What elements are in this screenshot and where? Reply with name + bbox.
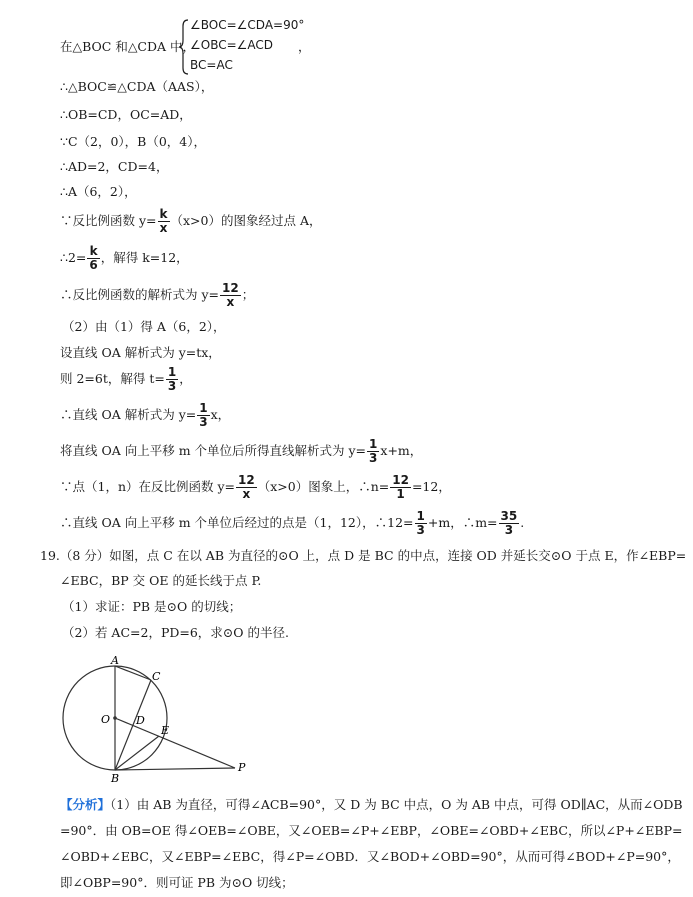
fraction: $\frac{k}{6}$ bbox=[89, 244, 98, 272]
solution-line: ∴直线 OA 解析式为 y= $\frac{1}{3}$ x， bbox=[60, 401, 231, 429]
solution-line: ∴△BOC≌△CDA（AAS）， bbox=[60, 79, 214, 94]
label-c: C bbox=[152, 670, 161, 683]
solution-line bbox=[60, 38, 195, 56]
fraction: $\frac{1}{3}$ bbox=[167, 365, 177, 393]
line-op bbox=[115, 718, 235, 768]
analysis-line: =90°．由 OB=OE 得∠OEB=∠OBE，又∠OEB=∠P+∠EBP，∠OBE=∠OBD+∠EBC，所以∠P+∠EBP= bbox=[60, 823, 683, 838]
solution-line: （2）由（1）得 A（6，2）， bbox=[62, 319, 226, 334]
solution-line: ∴OB=CD，OC=AD， bbox=[60, 107, 192, 122]
label-e: E bbox=[161, 724, 170, 737]
question-part-2: （2）若 AC=2，PD=6，求⊙O 的半径. bbox=[62, 625, 289, 640]
solution-line: ∵C（2，0），B（0，4）， bbox=[60, 134, 207, 149]
fraction: $\frac{1}{3}$ bbox=[369, 437, 378, 465]
label-b: B bbox=[111, 772, 120, 785]
fraction: $\frac{1}{3}$ bbox=[416, 509, 425, 537]
solution-line: ∴2= $\frac{k}{6}$ ，解得 k=12， bbox=[60, 244, 189, 272]
text: 在△BOC 和△CDA 中， bbox=[60, 39, 196, 54]
center-dot bbox=[113, 716, 117, 720]
fraction: $\frac{12}{x}$ bbox=[238, 473, 255, 501]
segment-bp bbox=[115, 768, 235, 770]
solution-line: ∵反比例函数 y= $\frac{k}{x}$ （x>0）的图象经过点 A， bbox=[60, 207, 322, 235]
label-p: P bbox=[238, 761, 246, 774]
solution-line: ∴AD=2，CD=4， bbox=[60, 159, 169, 174]
analysis-line: 【分析】（1）由 AB 为直径，可得∠ACB=90°，又 D 为 BC 中点，O 为 AB 中点，可得 OD∥AC，从而∠ODB bbox=[60, 797, 683, 812]
question-text: 19.（8 分）如图，点 C 在以 AB 为直径的⊙O 上，点 D 是 BC 的中点，连接 OD 并延长交⊙O 于点 E，作∠EBP= bbox=[40, 548, 687, 563]
system-eq-3: BC=AC bbox=[190, 58, 233, 72]
solution-line: ∴直线 OA 向上平移 m 个单位后经过的点是（1，12），∴12= $\frac{1}{3}$ +m，∴m= $\frac{35}{3}$ . bbox=[60, 509, 525, 537]
label-o: O bbox=[101, 713, 111, 726]
solution-line: 则 2=6t，解得 t= $\frac{1}{3}$ ， bbox=[60, 365, 192, 393]
analysis-tag: 【分析】 bbox=[60, 797, 111, 812]
solution-line: ∴A（6，2）， bbox=[60, 184, 137, 199]
label-a: A bbox=[111, 656, 119, 667]
solution-line: ∴反比例函数的解析式为 y= $\frac{12}{x}$ ； bbox=[60, 281, 255, 309]
fraction: $\frac{k}{x}$ bbox=[159, 207, 168, 235]
question-text: ∠EBC，BP 交 OE 的延长线于点 P. bbox=[60, 573, 262, 588]
solution-line: 设直线 OA 解析式为 y=tx， bbox=[60, 345, 221, 360]
solution-line: 将直线 OA 向上平移 m 个单位后所得直线解析式为 y= $\frac{1}{3}$ x+m， bbox=[60, 437, 423, 465]
fraction: $\frac{12}{x}$ bbox=[222, 281, 239, 309]
segment-ac bbox=[115, 666, 151, 680]
fraction: $\frac{12}{1}$ bbox=[392, 473, 409, 501]
geometry-figure bbox=[55, 656, 315, 786]
label-d: D bbox=[136, 714, 145, 727]
system-eq-1: ∠BOC=∠CDA=90° bbox=[190, 18, 305, 32]
fraction: $\frac{1}{3}$ bbox=[199, 401, 208, 429]
fraction: $\frac{35}{3}$ bbox=[500, 509, 518, 537]
system-eq-2: ∠OBC=∠ACD bbox=[190, 38, 274, 52]
text: ， bbox=[298, 39, 311, 54]
question-part-1: （1）求证：PB 是⊙O 的切线； bbox=[62, 599, 242, 614]
analysis-line: 即∠OBP=90°．则可证 PB 为⊙O 切线； bbox=[60, 875, 294, 890]
solution-line: ∵点（1，n）在反比例函数 y= $\frac{12}{x}$ （x>0）图象上，∴n= $\frac{12}{1}$ =12， bbox=[60, 473, 451, 501]
analysis-line: ∠OBD+∠EBC，又∠EBP=∠EBC，得∠P=∠OBD．又∠BOD+∠OBD=90°，从而可得∠BOD+∠P=90°， bbox=[60, 849, 680, 864]
equation-system bbox=[178, 18, 318, 76]
